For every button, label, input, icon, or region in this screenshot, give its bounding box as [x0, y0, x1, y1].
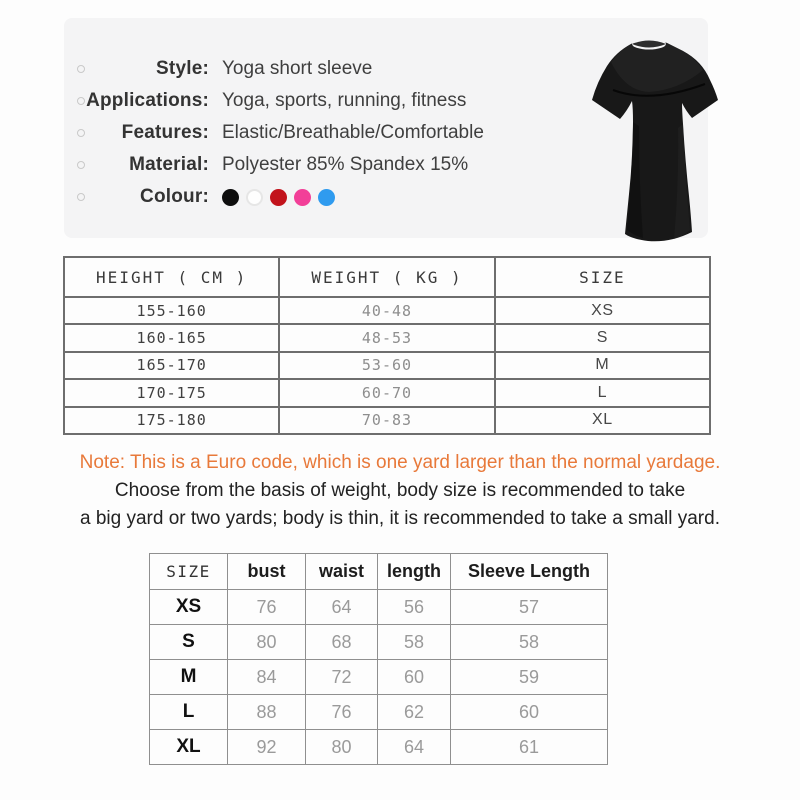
col-header-size: SIZE [495, 257, 710, 297]
table-cell: XS [150, 590, 228, 625]
table-row [150, 590, 608, 625]
table-cell: 88 [228, 695, 306, 730]
table-cell: S [150, 625, 228, 660]
table-cell: S [495, 324, 710, 351]
table-cell: 160-165 [64, 324, 279, 351]
table-cell: 76 [228, 590, 306, 625]
table-cell: XS [495, 297, 710, 324]
spec-row-features [64, 117, 544, 149]
table-cell: 60 [378, 660, 451, 695]
measurement-table-body [150, 590, 608, 765]
color-swatch-list [222, 189, 335, 206]
color-swatch-red [270, 189, 287, 206]
col-header-weight: WEIGHT ( KG ) [279, 257, 494, 297]
table-cell: M [495, 352, 710, 379]
table-cell: 60-70 [279, 379, 494, 406]
bullet-icon [77, 193, 85, 201]
table-cell: 64 [378, 730, 451, 765]
table-header-row [64, 257, 710, 297]
bullet-icon [77, 161, 85, 169]
table-cell: 155-160 [64, 297, 279, 324]
table-cell: 58 [378, 625, 451, 660]
spec-value-features: Elastic/Breathable/Comfortable [222, 122, 484, 143]
table-cell: 57 [451, 590, 608, 625]
table-cell: 58 [451, 625, 608, 660]
color-swatch-pink [294, 189, 311, 206]
col-header-length: length [378, 554, 451, 590]
table-cell: 60 [451, 695, 608, 730]
height-weight-size-table [63, 256, 711, 435]
table-row [150, 660, 608, 695]
spec-label-style: Style: [156, 58, 209, 79]
note-block [0, 449, 800, 533]
table-cell: 80 [228, 625, 306, 660]
table-cell: 40-48 [279, 297, 494, 324]
spec-label-applications: Applications: [86, 90, 209, 111]
color-swatch-blue [318, 189, 335, 206]
table-cell: 56 [378, 590, 451, 625]
spec-value-applications: Yoga, sports, running, fitness [222, 90, 467, 111]
product-photo-black-shirt [569, 34, 729, 250]
table-header-row [150, 554, 608, 590]
bullet-icon [77, 129, 85, 137]
spec-row-colour [64, 181, 544, 213]
spec-row-style [64, 53, 544, 85]
table-row [64, 324, 710, 351]
col-header-size: SIZE [150, 554, 228, 590]
table-cell: 70-83 [279, 407, 494, 434]
measurement-table [149, 553, 608, 765]
col-header-bust: bust [228, 554, 306, 590]
table-cell: 175-180 [64, 407, 279, 434]
col-header-sleeve-length: Sleeve Length [451, 554, 608, 590]
table-cell: 62 [378, 695, 451, 730]
table-cell: L [150, 695, 228, 730]
col-header-waist: waist [306, 554, 378, 590]
measurement-table-head [150, 554, 608, 590]
table-row [150, 695, 608, 730]
table-cell: 165-170 [64, 352, 279, 379]
note-line-big-small-yard: a big yard or two yards; body is thin, it is recommended to take a small yard. [80, 508, 720, 529]
table-cell: 53-60 [279, 352, 494, 379]
spec-value-style: Yoga short sleeve [222, 58, 373, 79]
size-table-head [64, 257, 710, 297]
spec-row-applications [64, 85, 544, 117]
spec-row-material [64, 149, 544, 181]
spec-rows [64, 53, 544, 213]
note-line-choose-weight: Choose from the basis of weight, body size is recommended to take [114, 480, 686, 501]
table-cell: 68 [306, 625, 378, 660]
table-cell: 80 [306, 730, 378, 765]
table-cell: XL [495, 407, 710, 434]
table-cell: L [495, 379, 710, 406]
table-cell: 61 [451, 730, 608, 765]
spec-label-material: Material: [129, 154, 209, 175]
table-cell: 48-53 [279, 324, 494, 351]
bullet-icon [77, 97, 85, 105]
bullet-icon [77, 65, 85, 73]
table-cell: XL [150, 730, 228, 765]
table-row [64, 379, 710, 406]
table-cell: 170-175 [64, 379, 279, 406]
color-swatch-black [222, 189, 239, 206]
table-row [150, 730, 608, 765]
table-cell: 84 [228, 660, 306, 695]
table-cell: 92 [228, 730, 306, 765]
size-table-body [64, 297, 710, 434]
table-row [150, 625, 608, 660]
table-cell: 64 [306, 590, 378, 625]
table-row [64, 352, 710, 379]
table-cell: 72 [306, 660, 378, 695]
table-cell: 76 [306, 695, 378, 730]
spec-value-material: Polyester 85% Spandex 15% [222, 154, 469, 175]
spec-label-colour: Colour: [140, 186, 209, 207]
table-cell: M [150, 660, 228, 695]
col-header-height: HEIGHT ( CM ) [64, 257, 279, 297]
table-row [64, 297, 710, 324]
note-line-euro-code: Note: This is a Euro code, which is one yard larger than the normal yardage. [79, 452, 721, 473]
table-cell: 59 [451, 660, 608, 695]
spec-label-features: Features: [121, 122, 209, 143]
spec-panel [64, 18, 708, 238]
table-row [64, 407, 710, 434]
color-swatch-white [246, 189, 263, 206]
